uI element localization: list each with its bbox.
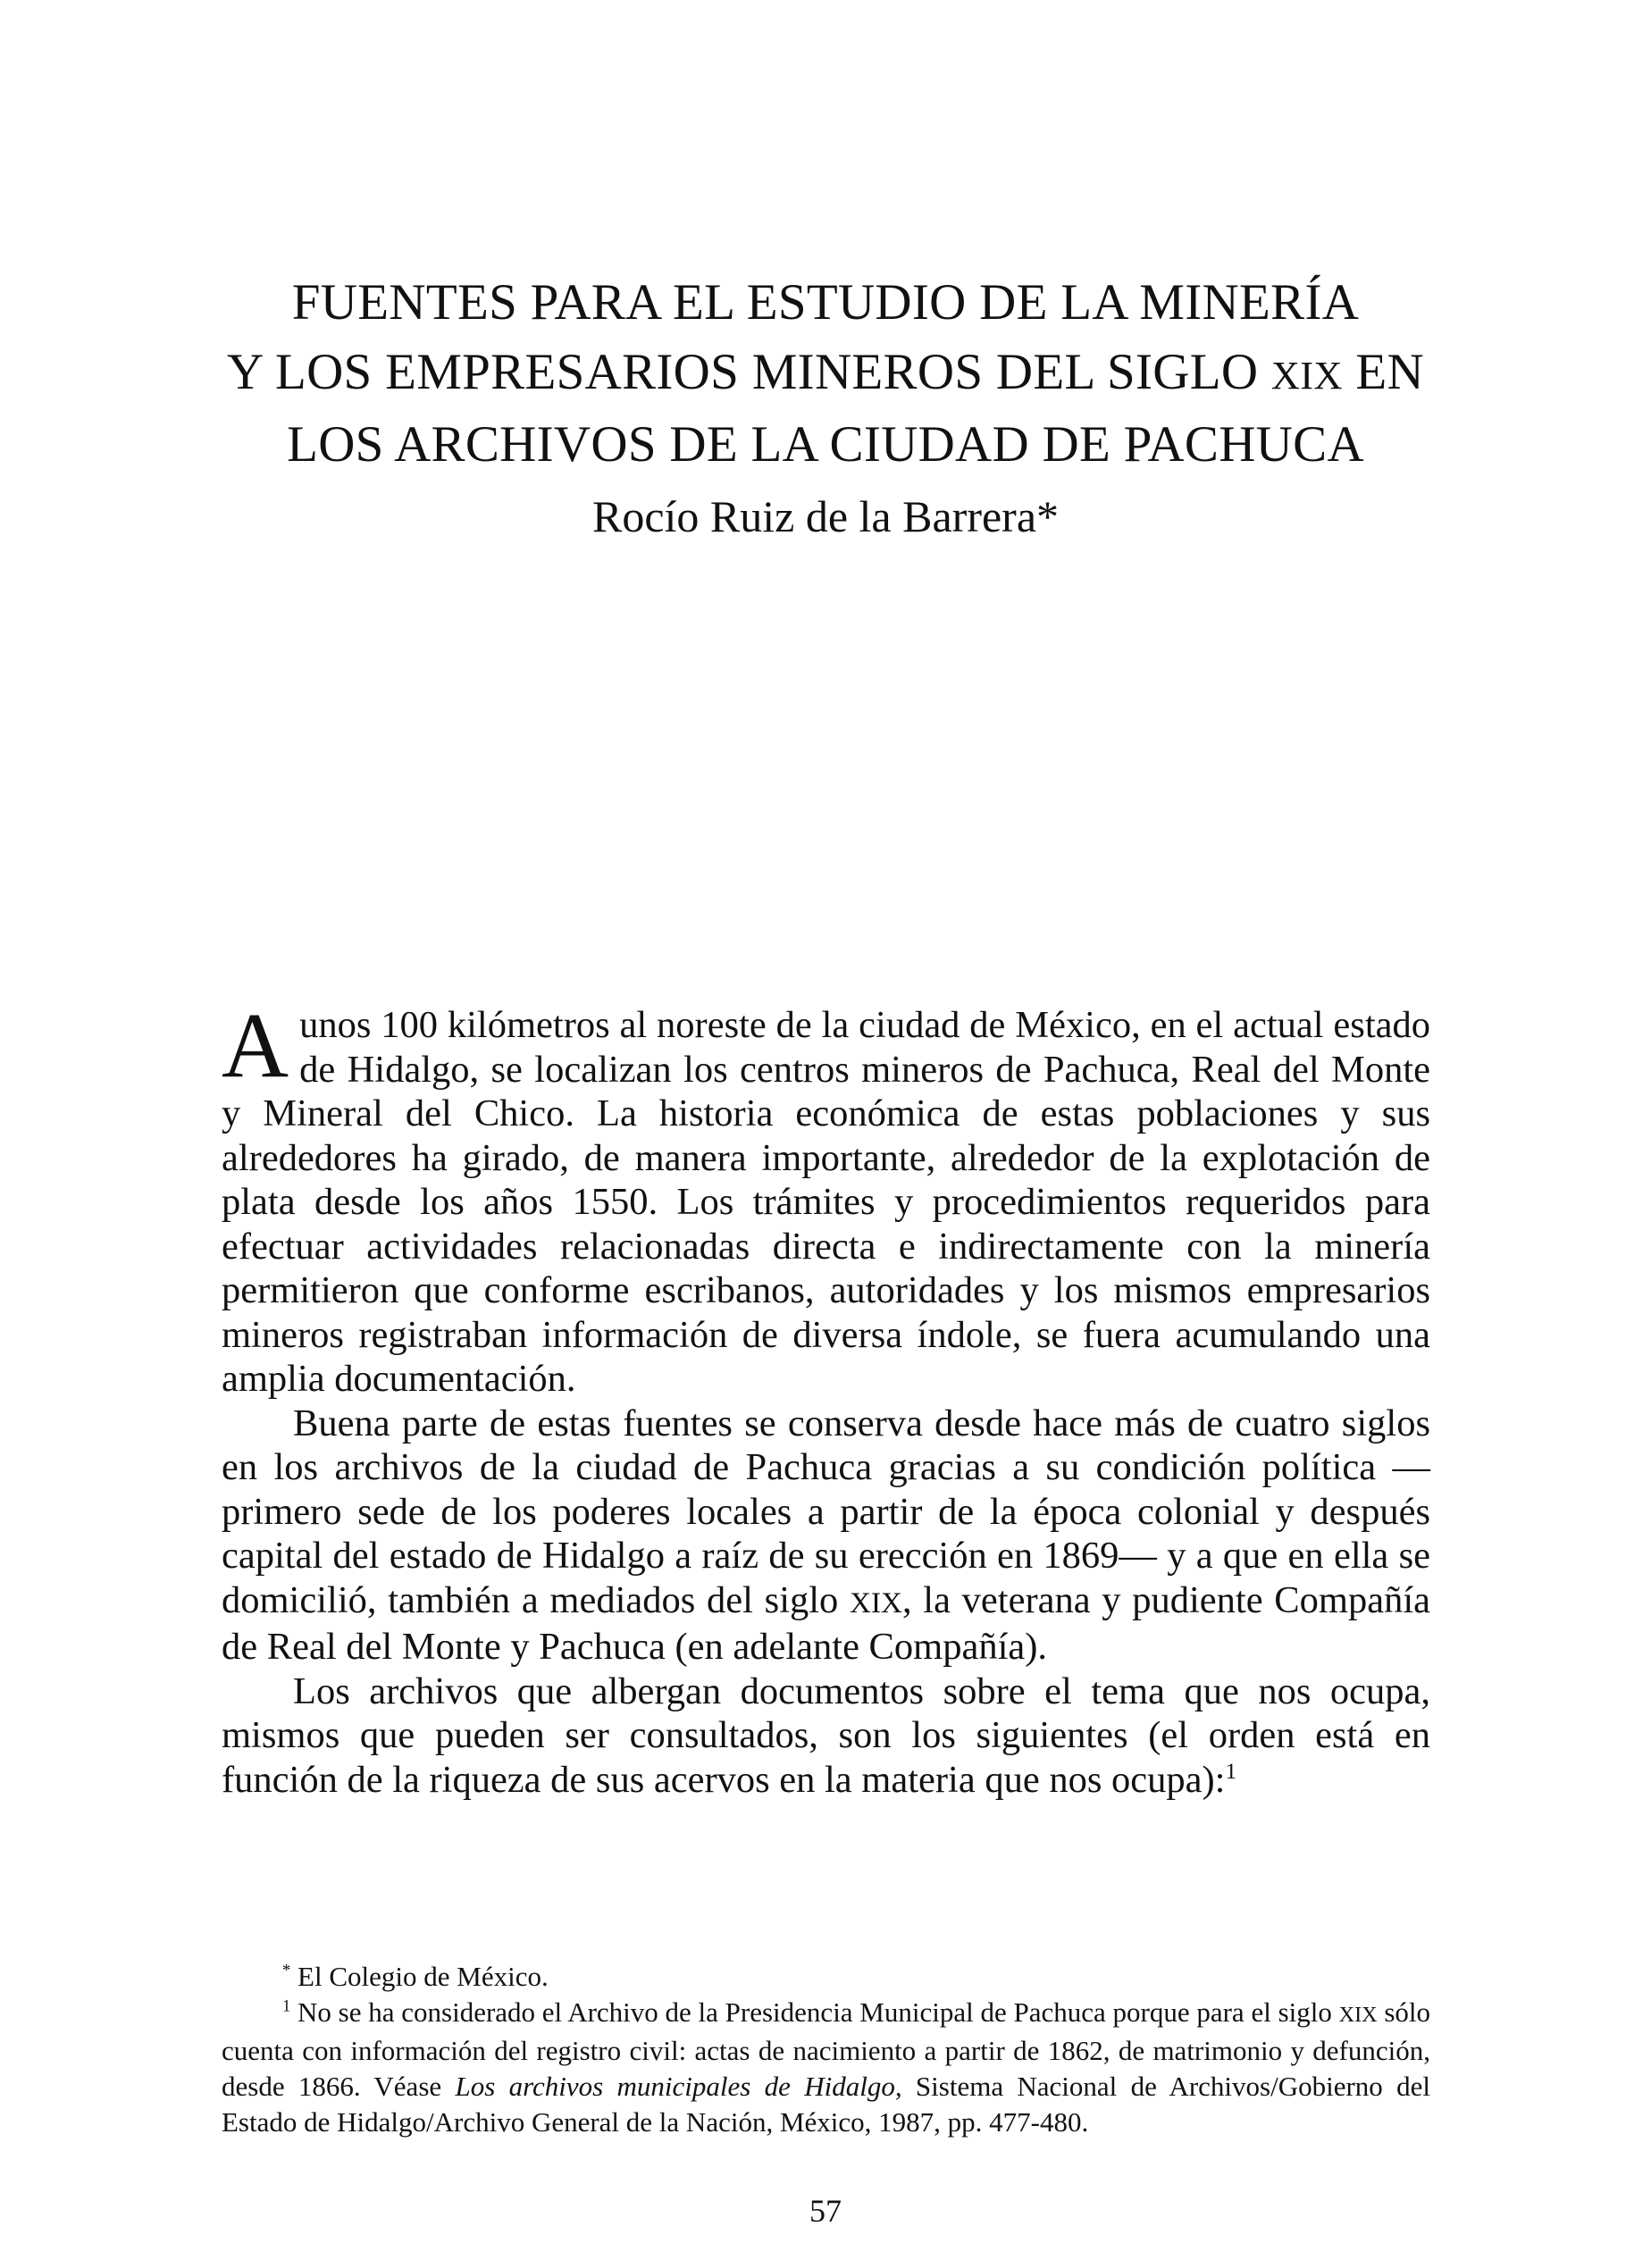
article-title — [0, 268, 1651, 480]
footnote-author-affiliation — [222, 1959, 1430, 1995]
footnote-ref-1: 1 — [1225, 1757, 1237, 1784]
paragraph-2-text-end: , la veterana y pudiente Compañía de Real del Monte y Pachuca (en adelante Compañía). — [222, 1578, 1430, 1668]
title-line-1: FUENTES PARA EL ESTUDIO DE LA MINERÍA — [291, 274, 1360, 331]
footnote-star-mark: * — [282, 1961, 291, 1980]
title-line-3: LOS ARCHIVOS DE LA CIUDAD DE PACHUCA — [287, 416, 1364, 473]
paragraph-3 — [222, 1670, 1430, 1803]
paragraph-1 — [222, 994, 1430, 1402]
author-name: Rocío Ruiz de la Barrera* — [591, 491, 1060, 541]
footnote-1-text-start: No se ha considerado el Archivo de la Presidencia Municipal de Pachuca porque para el siglo — [298, 1996, 1339, 2028]
footnotes — [222, 1959, 1430, 2140]
footnote-1 — [222, 1995, 1430, 2140]
title-line-2-end: EN — [1342, 344, 1424, 400]
page-number: 57 — [809, 2193, 842, 2229]
footnote-1-cited-title: Los archivos municipales de Hidalgo, — [455, 2071, 902, 2102]
paragraph-1-text: unos 100 kilómetros al noreste de la ciudad de México, en el actual estado de Hidalgo, se localizan los centros mineros de Pachuca, Real del Monte y Mineral del Chico. La historia económica de estas poblaciones y sus alrededores ha girado, de manera importante, alrededor de la explotación de plata desde los años 1550. Los trámites y procedimientos requeridos para efectuar actividades relacionadas directa e indirectamente con la minería permitieron que conforme escribanos, autoridades y los mismos empresarios mineros registraban información de diversa índole, se fuera acumulando una amplia documentación. — [222, 1004, 1430, 1400]
footnote-1-mark: 1 — [282, 1996, 291, 2016]
title-century-smallcaps: XIX — [1270, 353, 1343, 398]
paragraph-2 — [222, 1402, 1430, 1670]
footnote-1-text-end: Sistema Nacional de Archivos/Gobierno del Estado de Hidalgo/Archivo General de la Nación, México, 1987, pp. 477-480. — [222, 2071, 1430, 2138]
title-line-2-start: Y LOS EMPRESARIOS MINEROS DEL SIGLO — [227, 344, 1271, 400]
article-body — [222, 994, 1430, 1802]
title-line-2 — [0, 338, 1651, 410]
footnote-star-text: El Colegio de México. — [298, 1961, 549, 1992]
paragraph-2-text-start: Buena parte de estas fuentes se conserva desde hace más de cuatro siglos en los archivos de la ciudad de Pachuca gracias a su condición política —primero sede de los poderes locales a partir de la época colonial y después capital del estado de Hidalgo a raíz de su erección en 1869— y a que en ella se domicilió, también a mediados del siglo — [222, 1402, 1430, 1621]
paragraph-2-century-smallcaps: XIX — [850, 1586, 902, 1619]
paragraph-3-text: Los archivos que albergan documentos sobre el tema que nos ocupa, mismos que pueden ser consultados, son los siguientes (el orden está en función de la riqueza de sus acervos en la materia que nos ocupa): — [222, 1670, 1430, 1801]
footnote-1-text-mid: sólo cuenta con información del registro civil: actas de nacimiento a partir de 1862, de matrimonio y defunción, desde 1866. Véase — [222, 1996, 1431, 2102]
drop-cap: A — [222, 994, 289, 1097]
footnote-1-century-smallcaps: XIX — [1338, 2003, 1378, 2027]
